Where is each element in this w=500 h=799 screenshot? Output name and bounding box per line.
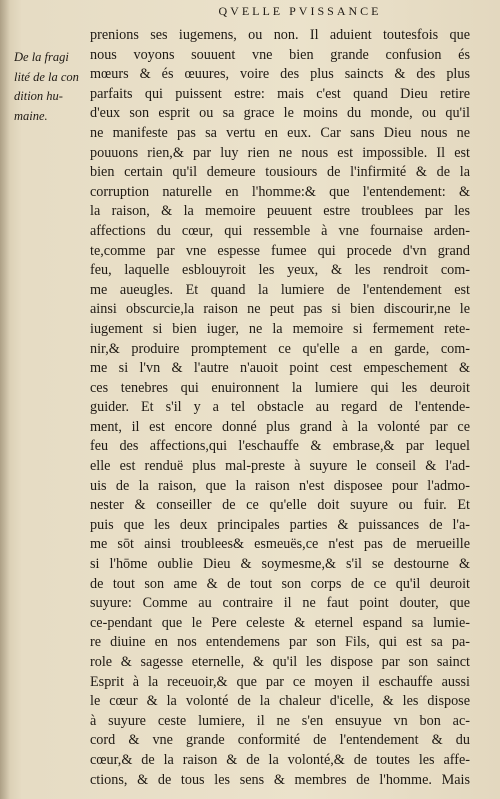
- text-line: suyure: Comme au contraire il ne faut point douter, que: [90, 595, 470, 612]
- text-line: guider. Et s'il y a tel obstacle au regard de l'entende-: [90, 399, 470, 416]
- text-line: d'eux son esprit ou sa grace le moins du monde, ou qu'il: [90, 105, 470, 122]
- text-line: pouuons rien,& par luy rien ne nous est impossible. Il est: [90, 144, 470, 161]
- text-line: le cœur & la volonté de la chaleur d'icelle, & les dispose: [90, 693, 470, 710]
- text-line: puis que les deux principales parties & puissances de l'a-: [90, 516, 470, 533]
- margin-note: [14, 48, 100, 126]
- text-line: me aueugles. Et quand la lumiere de l'entendement est: [90, 281, 470, 298]
- text-line: ainsi obscurcie,la raison ne peut pas si bien discourir,ne le: [90, 301, 470, 318]
- text-line: role & sagesse eternelle, & qu'il les dispose par son sainct: [90, 654, 470, 670]
- margin-note-line: maine.: [14, 108, 48, 123]
- body-text: [90, 26, 470, 790]
- text-line: parfaits qui puissent estre: mais c'est quand Dieu retire: [90, 85, 470, 102]
- text-line: ment, il est encore donné plus grand à la volonté par ce: [90, 418, 470, 435]
- text-line: si l'hōme oublie Dieu & soymesme,& s'il se destourne &: [90, 556, 470, 573]
- margin-note-line: lité de la con: [14, 69, 79, 84]
- text-line: me si l'vn & l'autre n'auoit point cest empeschement &: [90, 360, 470, 377]
- text-line: cœur,& de la raison & de la volonté,& de toutes les affe-: [90, 751, 470, 768]
- text-line: re diuine en nos entendemens par son Fils, qui est sa pa-: [90, 634, 470, 651]
- text-line: mœurs & és œuures, voire des plus saincts & des plus: [90, 66, 470, 83]
- text-line: ne manifeste pas sa vertu en eux. Car sans Dieu nous ne: [90, 124, 470, 141]
- text-line: feu des affections,qui l'eschauffe & embrase,& par lequel: [90, 438, 470, 455]
- text-line: corruption naturelle en l'homme:& que l'entendement: &: [90, 183, 470, 200]
- text-line: la raison, & la memoire peuuent estre troublees par les: [90, 203, 470, 220]
- margin-note-line: dition hu-: [14, 89, 63, 104]
- text-line: nous voyons souuent vne bien grande confusion és: [90, 46, 470, 63]
- text-line: elle est renduë plus mal-preste à suyure le conseil & l'ad-: [90, 458, 470, 475]
- text-line: ctions, & de tous les sens & membres de l'homme. Mais: [90, 771, 470, 788]
- text-line: nir,& produire promptement ce qu'elle a en garde, com-: [90, 340, 470, 357]
- text-line: cord & vne grande conformité de l'entendement & du: [90, 732, 470, 749]
- text-line: à suyure ceste lumiere, il ne s'en ensuyue vn bon ac-: [90, 712, 470, 729]
- text-line: prenions ses iugemens, ou non. Il aduient toutesfois que: [90, 27, 470, 43]
- text-line: me sōt ainsi troublees& esmeuës,ce n'est pas de merueille: [90, 536, 470, 553]
- margin-note-line: De la fragi: [14, 50, 69, 64]
- text-line: Esprit à la receuoir,& que par ce moyen il eschauffe aussi: [90, 673, 470, 690]
- text-line: feu, laquelle esblouyroit les yeux, & les rendroit com-: [90, 262, 470, 279]
- text-line: ces tenebres qui enuironnent la lumiere qui les deuroit: [90, 379, 470, 396]
- text-line: te,comme par vne espesse fumee qui procede d'vn grand: [90, 242, 470, 259]
- running-head: QVELLE PVISSANCE: [218, 4, 382, 18]
- text-line: affections du cœur, qui ressemble à vne fournaise arden-: [90, 222, 470, 239]
- text-line: uis de la raison, que la raison n'est disposee pour l'admo-: [90, 477, 470, 494]
- text-line: ce-pendant que le Pere celeste & eternel espand sa lumie-: [90, 614, 470, 631]
- text-line: de tout son ame & de tout son corps de ce qu'il deuroit: [90, 575, 470, 592]
- text-line: bien certain qu'il demeure tousiours de l'infirmité & de la: [90, 164, 470, 181]
- text-line: iugement si bien iuger, ne la memoire si fermement rete-: [90, 320, 470, 337]
- text-line: nester & conseiller de ce qu'elle doit suyure ou fuir. Et: [90, 497, 470, 514]
